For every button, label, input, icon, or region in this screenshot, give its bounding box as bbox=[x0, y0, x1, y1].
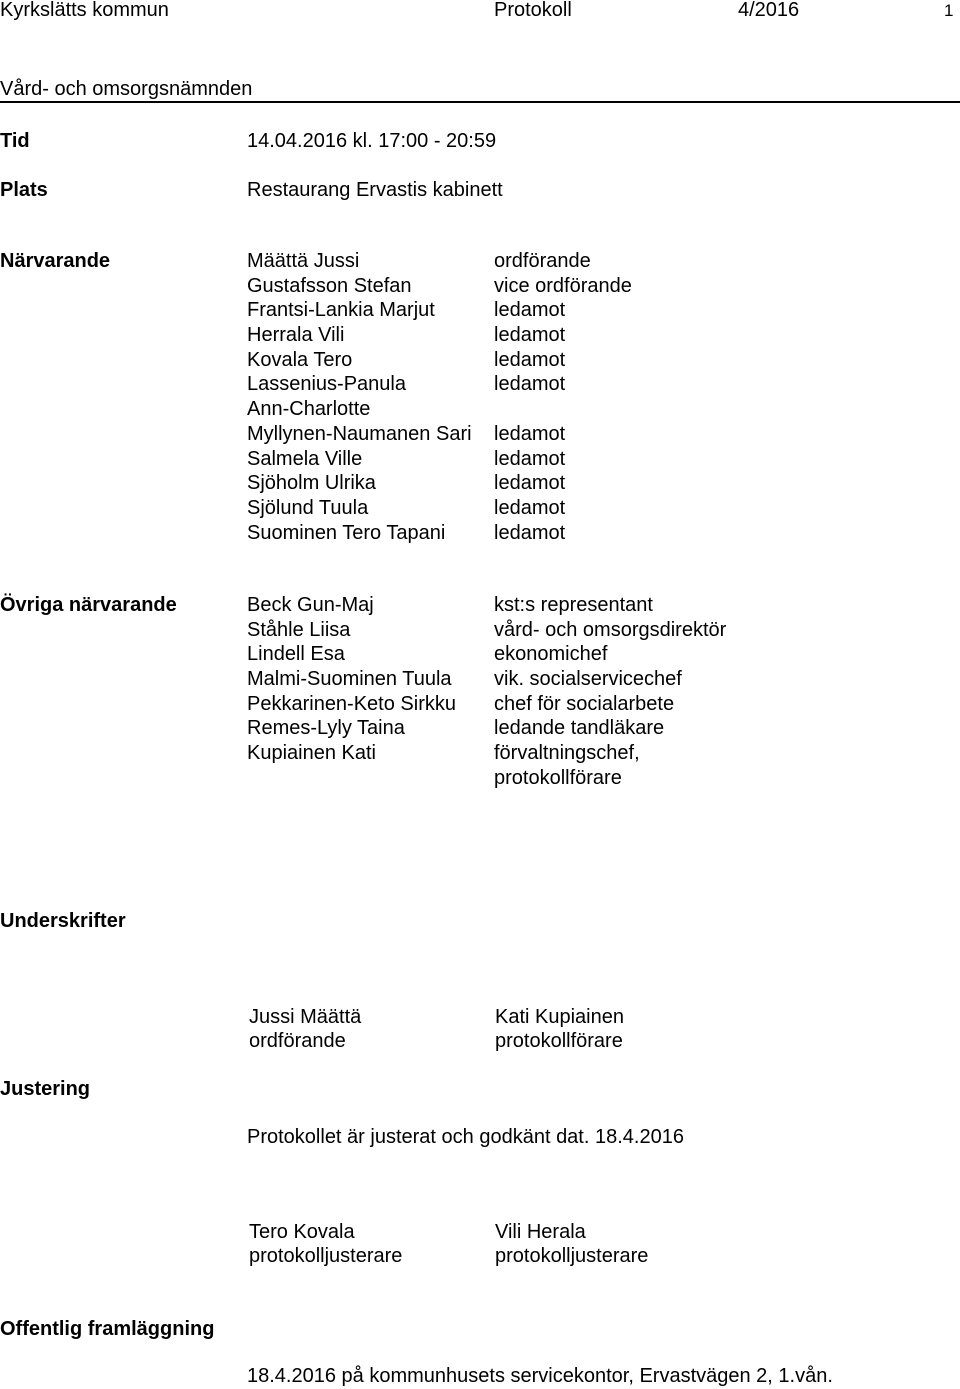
signature-left-role: ordförande bbox=[249, 1030, 346, 1052]
adjuster-right-role: protokolljusterare bbox=[495, 1245, 649, 1267]
list-item: Remes-Lyly Taina bbox=[247, 717, 405, 740]
list-item: ledamot bbox=[494, 521, 566, 544]
list-item: Lassenius-Panula bbox=[247, 373, 406, 396]
list-item: vice ordförande bbox=[494, 274, 632, 297]
list-item: Sjölund Tuula bbox=[247, 496, 369, 519]
list-item: ledande tandläkare bbox=[494, 717, 665, 740]
list-item: ledamot bbox=[494, 348, 566, 371]
list-item: Myllynen-Naumanen Sari bbox=[247, 422, 472, 445]
list-item: chef för socialarbete bbox=[494, 692, 675, 715]
list-item: Salmela Ville bbox=[247, 447, 363, 470]
list-item: Herrala Vili bbox=[247, 324, 345, 347]
list-item: ekonomichef bbox=[494, 643, 608, 666]
others-label: Övriga närvarande bbox=[0, 594, 177, 616]
adjuster-right-name: Vili Herala bbox=[495, 1221, 586, 1243]
list-item bbox=[247, 766, 456, 791]
list-item: Sjöholm Ulrika bbox=[247, 472, 376, 495]
signatures-label: Underskrifter bbox=[0, 910, 126, 932]
others-names-list bbox=[247, 593, 456, 791]
list-item: ledamot bbox=[494, 447, 566, 470]
list-item: protokollförare bbox=[494, 766, 622, 789]
list-item: ledamot bbox=[494, 472, 566, 495]
list-item: Beck Gun-Maj bbox=[247, 594, 374, 616]
committee-name: Vård- och omsorgsnämnden bbox=[0, 78, 253, 100]
municipality-name: Kyrkslätts kommun bbox=[0, 0, 169, 21]
list-item: Frantsi-Lankia Marjut bbox=[247, 299, 435, 322]
list-item: ledamot bbox=[494, 324, 566, 347]
list-item: Lindell Esa bbox=[247, 643, 345, 666]
adjustment-statement: Protokollet är justerat och godkänt dat. 18.4.2016 bbox=[247, 1126, 684, 1148]
list-item: Pekkarinen-Keto Sirkku bbox=[247, 692, 456, 715]
time-value: 14.04.2016 kl. 17:00 - 20:59 bbox=[247, 130, 497, 152]
public-display-value: 18.4.2016 på kommunhusets servicekontor, Ervastvägen 2, 1.vån. bbox=[247, 1365, 833, 1387]
document-number: 4/2016 bbox=[738, 0, 800, 21]
adjuster-left-role: protokolljusterare bbox=[249, 1245, 403, 1267]
list-item: förvaltningschef, bbox=[494, 742, 640, 765]
signature-left-name: Jussi Määttä bbox=[249, 1006, 362, 1028]
present-names-list bbox=[247, 249, 472, 545]
list-item: ordförande bbox=[494, 250, 591, 272]
time-label: Tid bbox=[0, 130, 30, 152]
page-number: 1 bbox=[944, 1, 954, 20]
list-item: vik. socialservicechef bbox=[494, 668, 682, 691]
list-item: Kupiainen Kati bbox=[247, 742, 376, 765]
list-item: Suominen Tero Tapani bbox=[247, 521, 446, 544]
present-roles-list bbox=[494, 249, 632, 545]
list-item: ledamot bbox=[494, 299, 566, 322]
list-item: ledamot bbox=[494, 496, 566, 519]
list-item: ledamot bbox=[494, 373, 566, 396]
list-item: Ann-Charlotte bbox=[247, 398, 371, 421]
list-item: Malmi-Suominen Tuula bbox=[247, 668, 452, 691]
list-item: kst:s representant bbox=[494, 594, 653, 616]
list-item: Ståhle Liisa bbox=[247, 618, 351, 641]
adjuster-left-name: Tero Kovala bbox=[249, 1221, 355, 1243]
list-item bbox=[494, 397, 632, 422]
document-type: Protokoll bbox=[494, 0, 572, 21]
header-divider bbox=[0, 101, 960, 103]
list-item: Kovala Tero bbox=[247, 348, 353, 371]
others-roles-list bbox=[494, 593, 726, 791]
place-value: Restaurang Ervastis kabinett bbox=[247, 179, 503, 201]
list-item: ledamot bbox=[494, 422, 566, 445]
list-item: Gustafsson Stefan bbox=[247, 274, 412, 297]
signature-right-name: Kati Kupiainen bbox=[495, 1006, 624, 1028]
signature-right-role: protokollförare bbox=[495, 1030, 623, 1052]
place-label: Plats bbox=[0, 179, 48, 201]
list-item: Määttä Jussi bbox=[247, 250, 360, 272]
present-label: Närvarande bbox=[0, 250, 111, 272]
public-display-label: Offentlig framläggning bbox=[0, 1318, 215, 1340]
adjustment-label: Justering bbox=[0, 1078, 91, 1100]
list-item: vård- och omsorgsdirektör bbox=[494, 618, 727, 641]
